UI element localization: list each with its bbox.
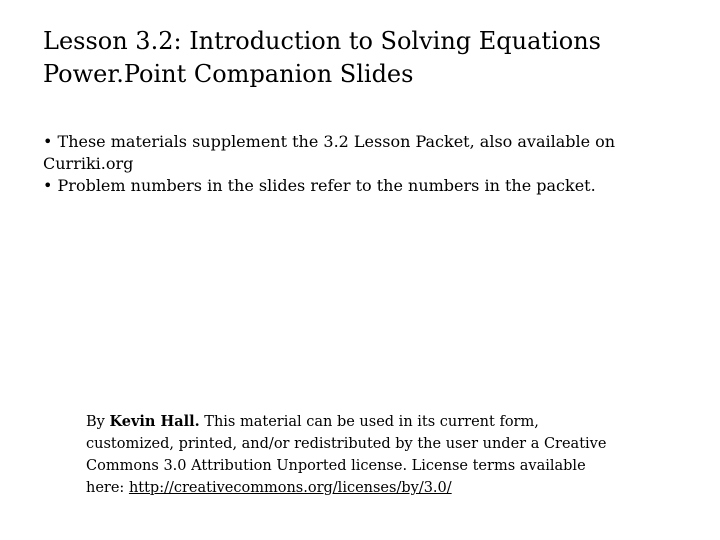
credit-line-2: customized, printed, and/or redistributed by the user under a Creative	[86, 436, 607, 452]
bullet-2: • Problem numbers in the slides refer to the numbers in the packet.	[43, 176, 596, 195]
slide-title	[43, 25, 703, 91]
credit-here: here:	[86, 480, 129, 496]
author-name: Kevin Hall.	[109, 413, 200, 430]
title-line-2: Power.Point Companion Slides	[43, 60, 414, 88]
credit-by: By	[86, 414, 110, 430]
credit-line-1-rest: This material can be used in its current form,	[199, 414, 539, 430]
title-line-1: Lesson 3.2: Introduction to Solving Equations	[43, 27, 601, 55]
credit-line-1	[86, 411, 686, 433]
bullet-list	[43, 131, 683, 197]
bullet-1-line-1: • These materials supplement the 3.2 Lesson Packet, also available on	[43, 132, 616, 151]
license-credit	[86, 411, 686, 499]
credit-line-3: Commons 3.0 Attribution Unported license. License terms available	[86, 458, 586, 474]
license-link[interactable]: http://creativecommons.org/licenses/by/3.0/	[128, 480, 452, 496]
credit-line-4	[86, 477, 686, 499]
bullet-1-line-2: Curriki.org	[43, 154, 134, 173]
